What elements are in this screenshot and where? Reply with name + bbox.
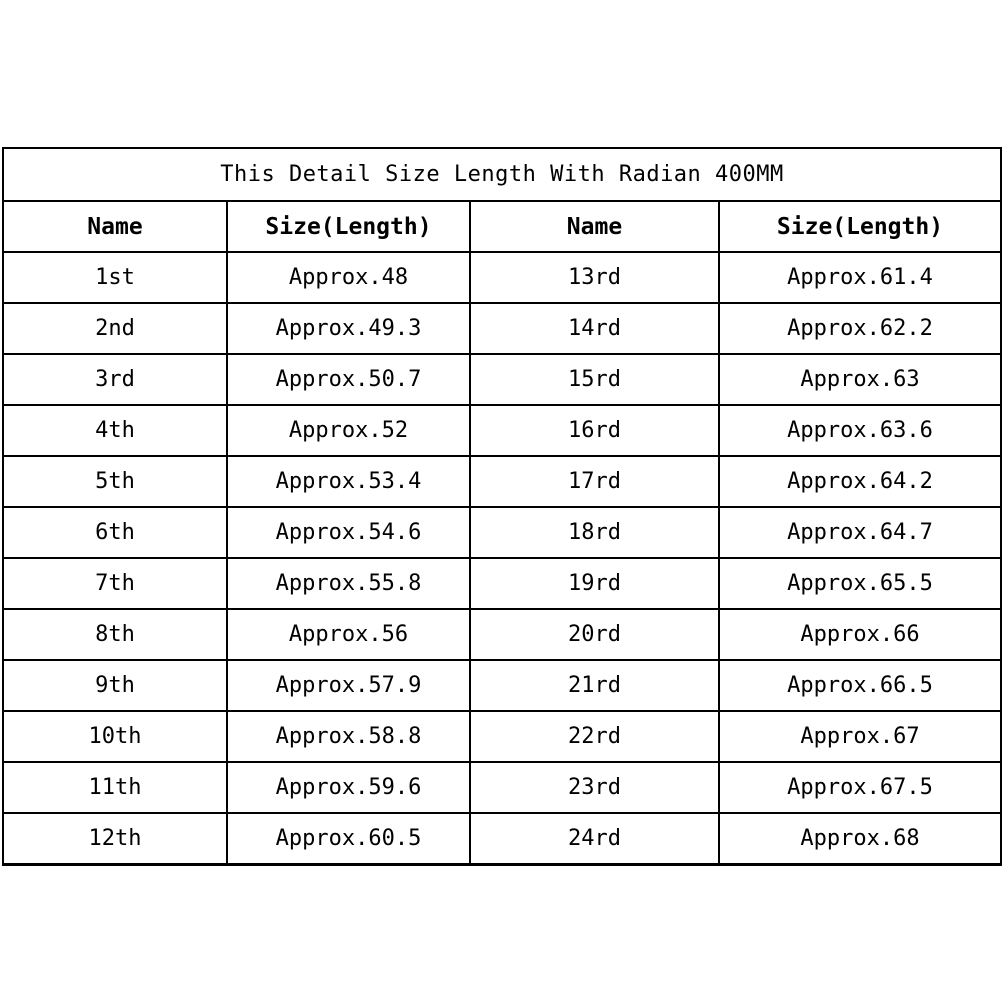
table-cell: Approx.62.2 <box>719 303 1001 354</box>
table-cell: 11th <box>3 762 227 813</box>
table-cell: Approx.66.5 <box>719 660 1001 711</box>
table-cell: 9th <box>3 660 227 711</box>
table-cell: Approx.49.3 <box>227 303 470 354</box>
table-cell: Approx.56 <box>227 609 470 660</box>
table-cell: 23rd <box>470 762 719 813</box>
size-table <box>2 147 1002 866</box>
table-cell: Approx.67.5 <box>719 762 1001 813</box>
header-name-left: Name <box>3 201 227 252</box>
table-row <box>3 609 1001 660</box>
header-size-right: Size(Length) <box>719 201 1001 252</box>
table-cell: Approx.66 <box>719 609 1001 660</box>
table-cell: Approx.54.6 <box>227 507 470 558</box>
table-cell: 2nd <box>3 303 227 354</box>
table-row <box>3 762 1001 813</box>
table-cell: Approx.67 <box>719 711 1001 762</box>
table-row <box>3 405 1001 456</box>
table-cell: Approx.53.4 <box>227 456 470 507</box>
table-row <box>3 558 1001 609</box>
header-name-right: Name <box>470 201 719 252</box>
table-cell: Approx.57.9 <box>227 660 470 711</box>
table-cell: Approx.55.8 <box>227 558 470 609</box>
table-cell: 14rd <box>470 303 719 354</box>
table-row <box>3 711 1001 762</box>
table-cell: 24rd <box>470 813 719 865</box>
table-cell: Approx.59.6 <box>227 762 470 813</box>
header-row <box>3 201 1001 252</box>
table-cell: Approx.65.5 <box>719 558 1001 609</box>
table-cell: 19rd <box>470 558 719 609</box>
table-cell: Approx.68 <box>719 813 1001 865</box>
table-row <box>3 660 1001 711</box>
table-cell: 17rd <box>470 456 719 507</box>
title-row <box>3 148 1001 201</box>
table-cell: 7th <box>3 558 227 609</box>
table-cell: 1st <box>3 252 227 303</box>
table-row <box>3 456 1001 507</box>
header-size-left: Size(Length) <box>227 201 470 252</box>
table-cell: Approx.58.8 <box>227 711 470 762</box>
table-row <box>3 507 1001 558</box>
table-cell: 22rd <box>470 711 719 762</box>
table-row <box>3 303 1001 354</box>
table-cell: Approx.60.5 <box>227 813 470 865</box>
table-cell: 6th <box>3 507 227 558</box>
table-cell: 4th <box>3 405 227 456</box>
table-cell: Approx.63 <box>719 354 1001 405</box>
table-cell: 16rd <box>470 405 719 456</box>
table-row <box>3 354 1001 405</box>
table-cell: 20rd <box>470 609 719 660</box>
table-cell: 21rd <box>470 660 719 711</box>
table-cell: Approx.50.7 <box>227 354 470 405</box>
table-cell: 10th <box>3 711 227 762</box>
table-title: This Detail Size Length With Radian 400MM <box>3 148 1001 201</box>
table-cell: 13rd <box>470 252 719 303</box>
table-row <box>3 813 1001 865</box>
table-cell: Approx.63.6 <box>719 405 1001 456</box>
table-cell: 15rd <box>470 354 719 405</box>
table-cell: Approx.64.2 <box>719 456 1001 507</box>
table-cell: 18rd <box>470 507 719 558</box>
table-cell: 8th <box>3 609 227 660</box>
table-cell: Approx.48 <box>227 252 470 303</box>
table-row <box>3 252 1001 303</box>
table-cell: Approx.64.7 <box>719 507 1001 558</box>
table-cell: Approx.52 <box>227 405 470 456</box>
size-table-container <box>2 147 1000 866</box>
table-cell: 3rd <box>3 354 227 405</box>
table-cell: 12th <box>3 813 227 865</box>
table-cell: 5th <box>3 456 227 507</box>
table-cell: Approx.61.4 <box>719 252 1001 303</box>
